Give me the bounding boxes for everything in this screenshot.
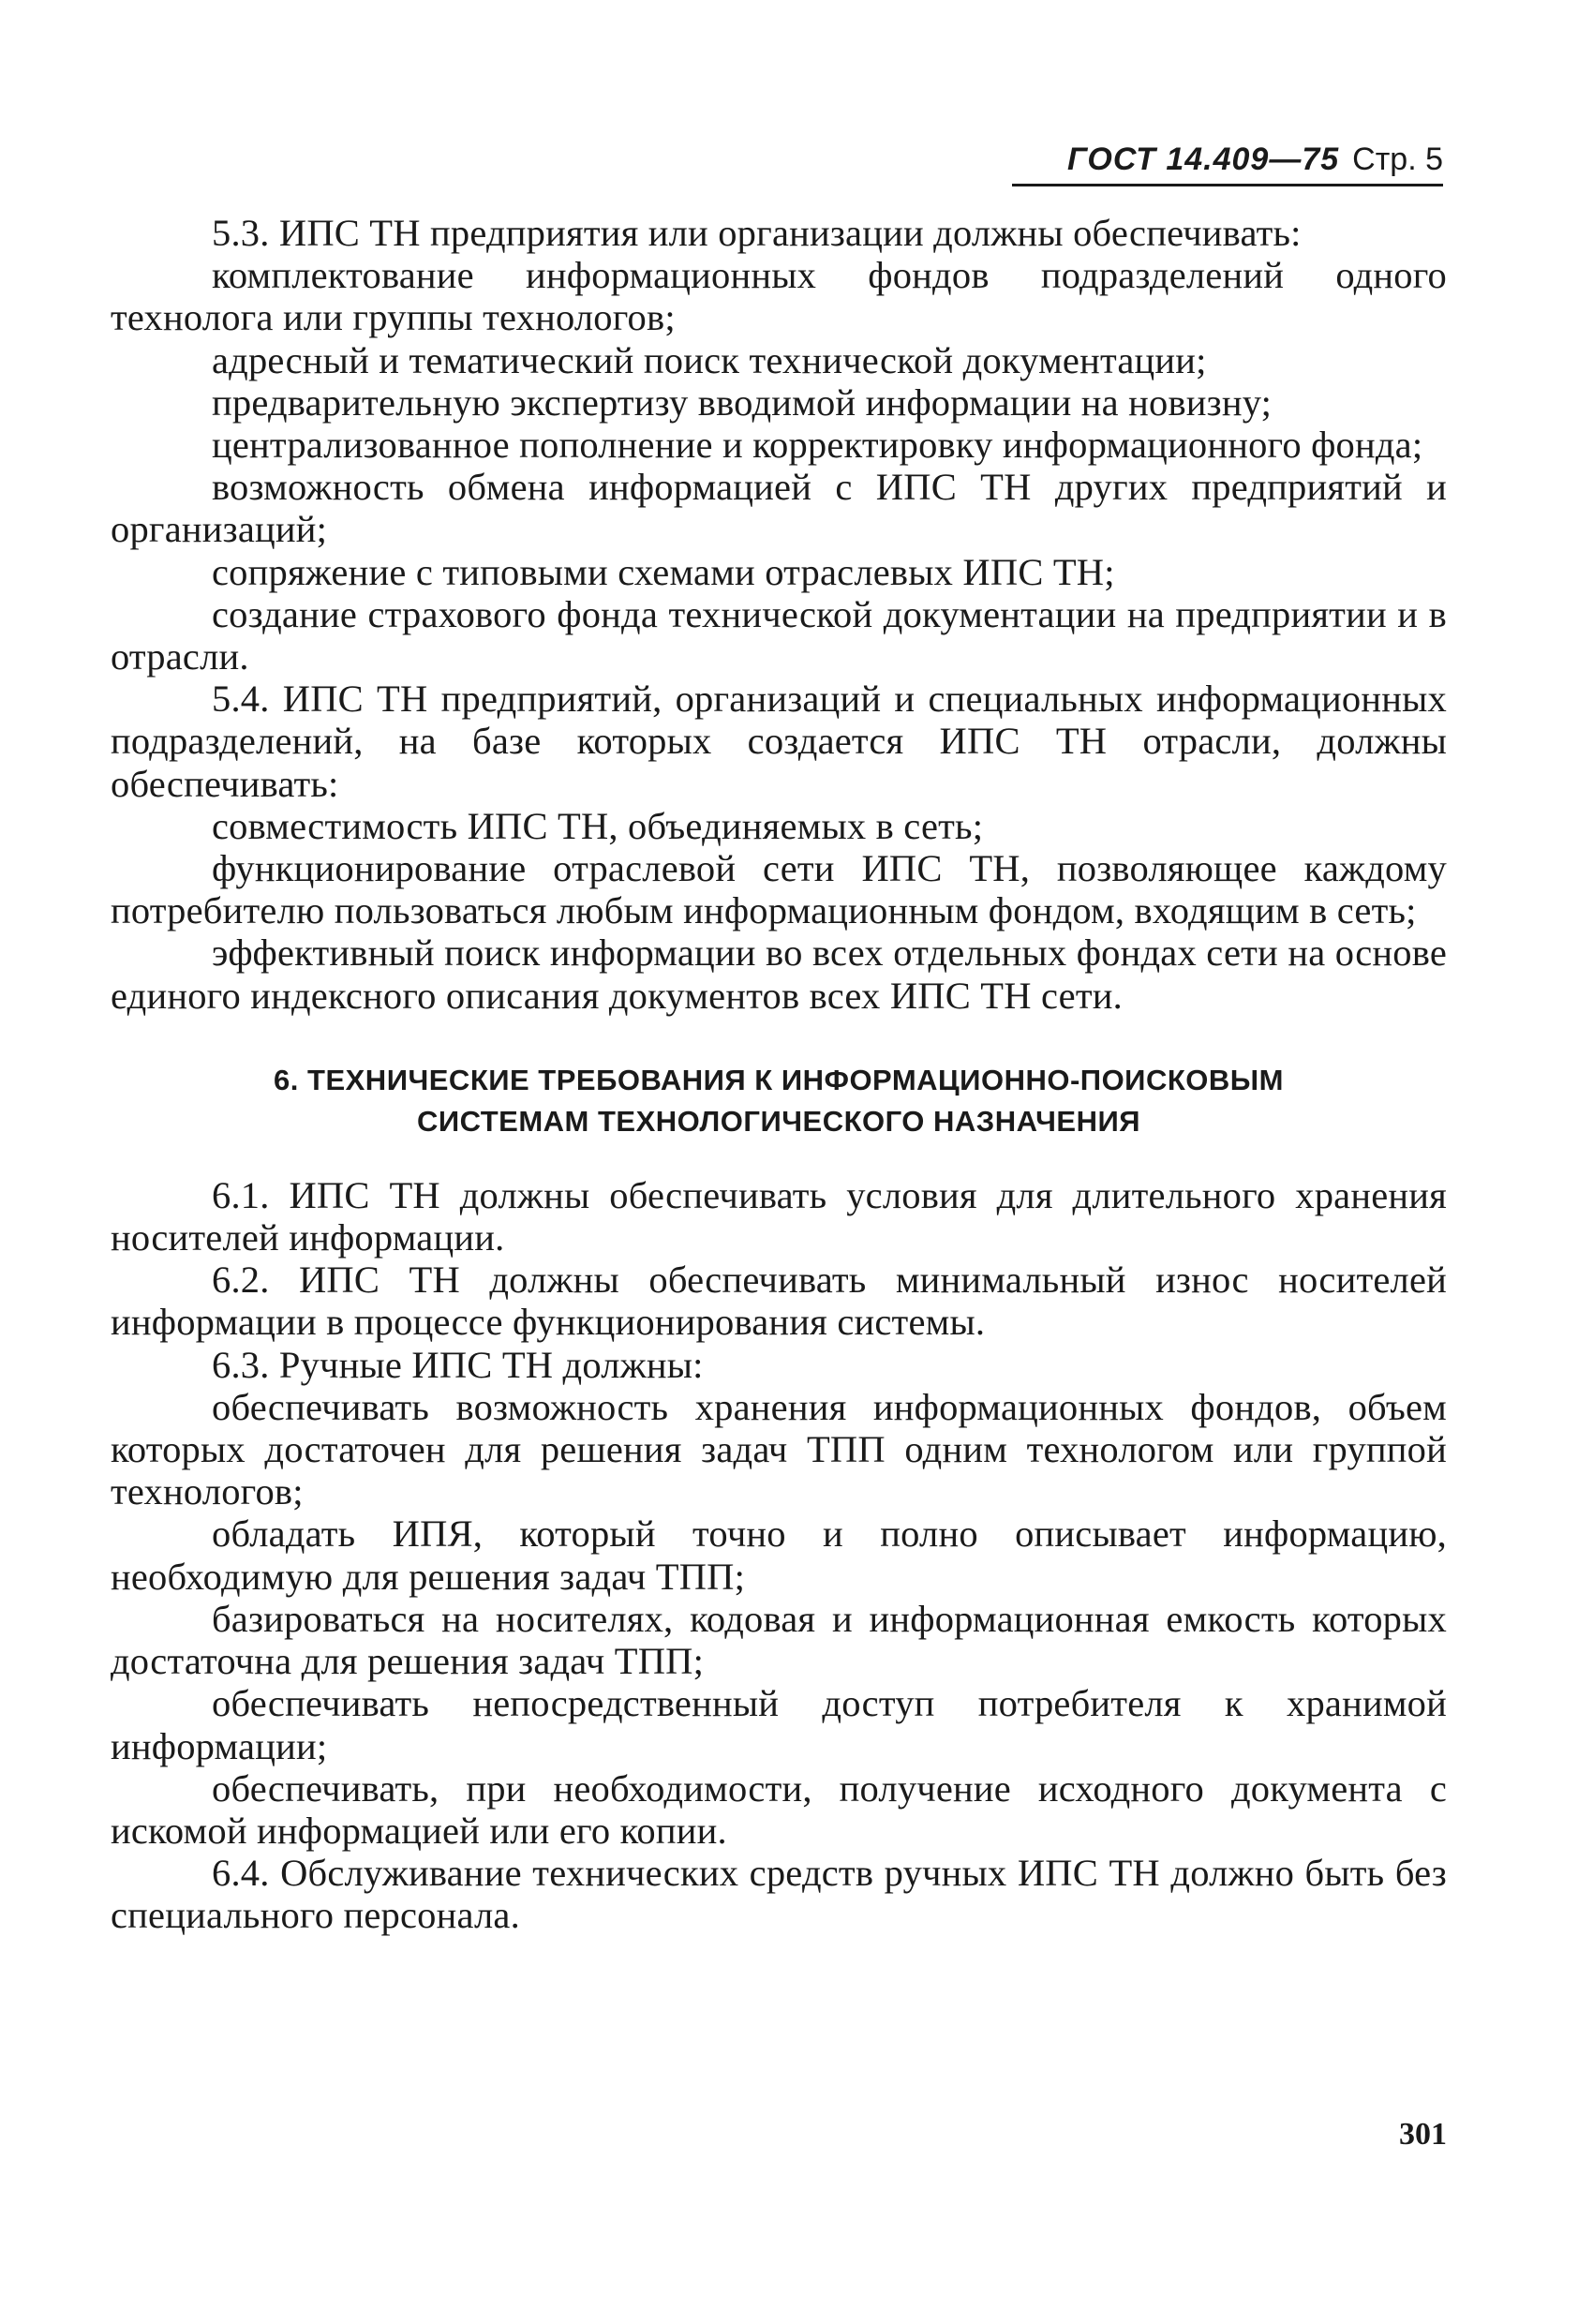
list-item: эффективный поиск информации во всех отдельных фондах сети на основе единого индексного описания документов всех ИПС ТН сети.	[111, 931, 1447, 1017]
body-text	[111, 212, 1447, 1937]
list-item: адресный и тематический поиск технической документации;	[212, 338, 1207, 381]
page-label: Стр. 5	[1352, 142, 1443, 177]
list-item: сопряжение с типовыми схемами отраслевых ИПС ТН;	[212, 550, 1115, 593]
paragraph-5-4: 5.4. ИПС ТН предприятий, организаций и специальных информационных подразделений, на базе которых создается ИПС ТН отрасли, должны обеспечивать:	[111, 678, 1447, 805]
paragraph-6-1: 6.1. ИПС ТН должны обеспечивать условия для длительного хранения носителей информации.	[111, 1173, 1447, 1259]
list-item: возможность обмена информацией с ИПС ТН других предприятий и организаций;	[111, 466, 1447, 551]
paragraph-6-3: 6.3. Ручные ИПС ТН должны:	[212, 1343, 704, 1386]
paragraph-6-2: 6.2. ИПС ТН должны обеспечивать минимальный износ носителей информации в процессе функционирования системы.	[111, 1259, 1447, 1344]
list-item: функционирование отраслевой сети ИПС ТН, позволяющее каждому потребителю пользоваться любым информационным фондом, входящим в сеть;	[111, 847, 1447, 932]
running-header	[1012, 141, 1443, 186]
paragraph-5-3: 5.3. ИПС ТН предприятия или организации должны обеспечивать:	[212, 212, 1302, 254]
page-number: 301	[1399, 2117, 1447, 2152]
standard-number: ГОСТ 14.409—75	[1067, 142, 1340, 177]
paragraph-6-4: 6.4. Обслуживание технических средств ручных ИПС ТН должно быть без специального персонала.	[111, 1852, 1447, 1937]
list-item: совместимость ИПС ТН, объединяемых в сеть;	[212, 804, 984, 847]
list-item: обладать ИПЯ, который точно и полно описывает информацию, необходимую для решения задач ТПП;	[111, 1512, 1447, 1598]
section-heading	[111, 1017, 1447, 1174]
section-heading-line-1: 6. ТЕХНИЧЕСКИЕ ТРЕБОВАНИЯ К ИНФОРМАЦИОННО-ПОИСКОВЫМ	[274, 1063, 1284, 1096]
list-item: комплектование информационных фондов подразделений одного технолога или группы технологов;	[111, 254, 1447, 339]
list-item: предварительную экспертизу вводимой информации на новизну;	[212, 380, 1273, 424]
list-item: централизованное пополнение и корректировку информационного фонда;	[212, 424, 1423, 467]
list-item: обеспечивать непосредственный доступ потребителя к хранимой информации;	[111, 1682, 1447, 1767]
list-item: базироваться на носителях, кодовая и информационная емкость которых достаточна для решения задач ТПП;	[111, 1597, 1447, 1683]
list-item: создание страхового фонда технической документации на предприятии и в отрасли.	[111, 592, 1447, 678]
list-item: обеспечивать возможность хранения информационных фондов, объем которых достаточен для решения задач ТПП одним технологом или группой технологов;	[111, 1385, 1447, 1513]
list-item: обеспечивать, при необходимости, получение исходного документа с искомой информацией или его копии.	[111, 1766, 1447, 1852]
section-heading-line-2: СИСТЕМАМ ТЕХНОЛОГИЧЕСКОГО НАЗНАЧЕНИЯ	[416, 1104, 1141, 1138]
